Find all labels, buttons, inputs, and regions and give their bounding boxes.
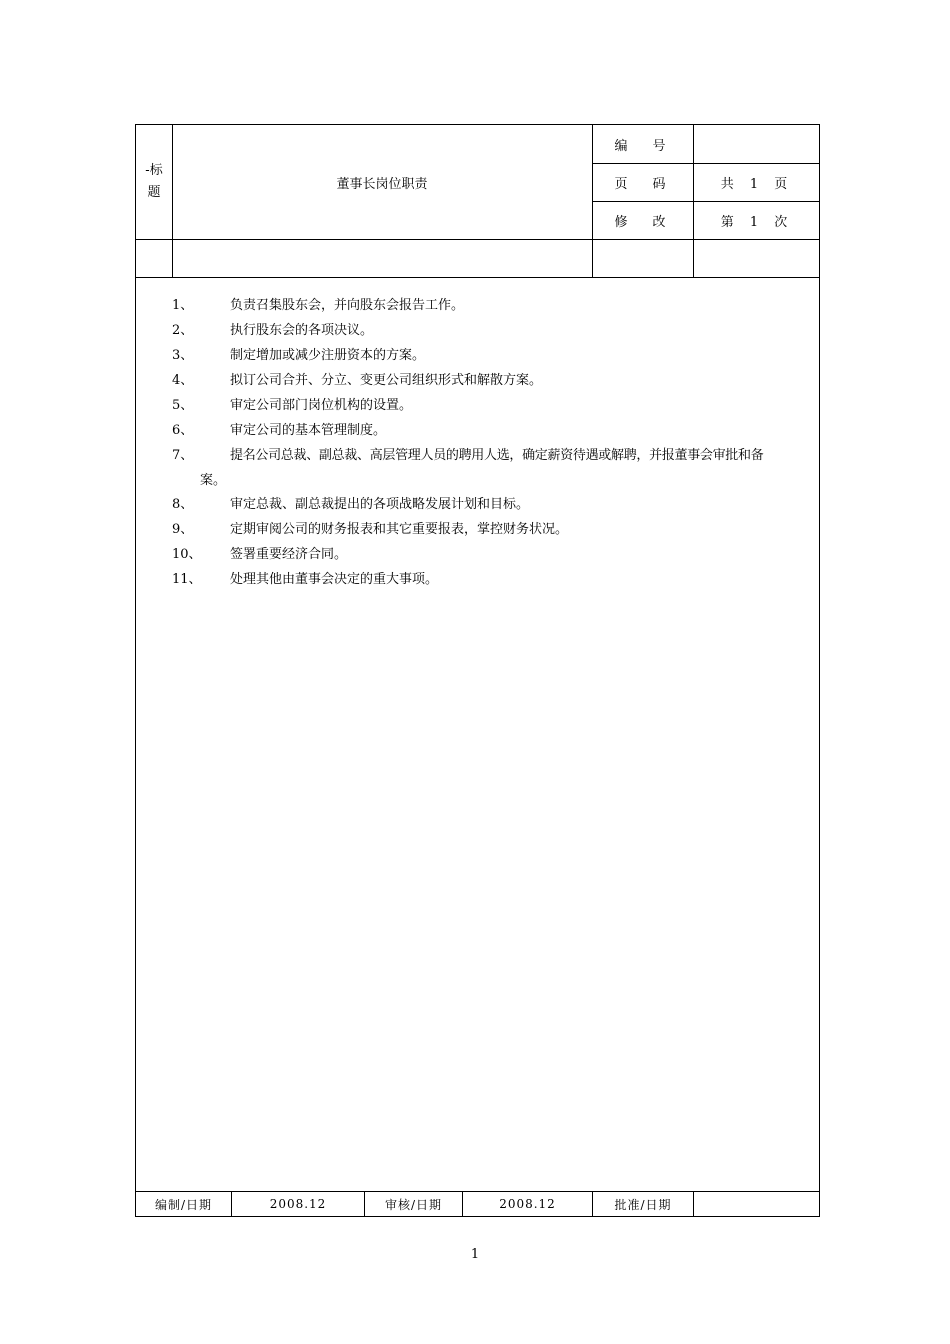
approved-label: 批准/日期 — [614, 1197, 672, 1212]
page-label: 页 码 — [614, 176, 672, 192]
item-number: 1、 — [172, 298, 194, 313]
item-number: 8、 — [172, 497, 194, 512]
title-label — [136, 125, 172, 239]
item-number: 3、 — [172, 348, 194, 363]
page-number: 1 — [470, 1247, 480, 1262]
title-label-line1: -标 — [145, 163, 163, 178]
item-text-continuation: 案。 — [200, 473, 227, 488]
revision-value: 第 1 次 — [720, 214, 794, 230]
number-label: 编 号 — [614, 138, 672, 154]
prepared-date: 2008.12 — [269, 1197, 327, 1211]
item-number: 11、 — [172, 572, 202, 587]
item-number: 6、 — [172, 423, 194, 438]
item-text: 提名公司总裁、副总裁、高层管理人员的聘用人选，确定薪资待遇或解聘，并报董事会审批和备 — [230, 448, 764, 463]
item-number: 7、 — [172, 448, 194, 463]
divider — [136, 239, 820, 240]
item-number: 10、 — [172, 547, 202, 562]
divider — [136, 277, 820, 278]
item-text: 处理其他由董事会决定的重大事项。 — [230, 572, 439, 587]
reviewed-date: 2008.12 — [499, 1197, 556, 1211]
item-number: 9、 — [172, 522, 194, 537]
revision-label: 修 改 — [614, 214, 672, 230]
item-text: 签署重要经济合同。 — [230, 547, 348, 562]
item-number: 4、 — [172, 373, 194, 388]
document-frame — [135, 124, 820, 1217]
page-value: 共 1 页 — [720, 176, 794, 192]
item-text: 审定公司的基本管理制度。 — [230, 423, 387, 438]
item-text: 审定公司部门岗位机构的设置。 — [230, 398, 413, 413]
item-text: 制定增加或减少注册资本的方案。 — [230, 348, 426, 363]
prepared-label: 编制/日期 — [154, 1197, 213, 1212]
number-value — [694, 125, 820, 163]
document-title: 董事长岗位职责 — [336, 176, 428, 192]
item-text: 审定总裁、副总裁提出的各项战略发展计划和目标。 — [230, 497, 530, 512]
approved-date — [694, 1191, 820, 1217]
item-text: 负责召集股东会，并向股东会报告工作。 — [230, 298, 465, 313]
item-number: 2、 — [172, 323, 194, 338]
item-text: 拟订公司合并、分立、变更公司组织形式和解散方案。 — [230, 373, 543, 388]
item-text: 定期审阅公司的财务报表和其它重要报表，掌控财务状况。 — [230, 522, 569, 537]
item-number: 5、 — [172, 398, 194, 413]
item-text: 执行股东会的各项决议。 — [230, 323, 374, 338]
reviewed-label: 审核/日期 — [384, 1197, 443, 1212]
title-label-line2: 题 — [147, 185, 161, 200]
